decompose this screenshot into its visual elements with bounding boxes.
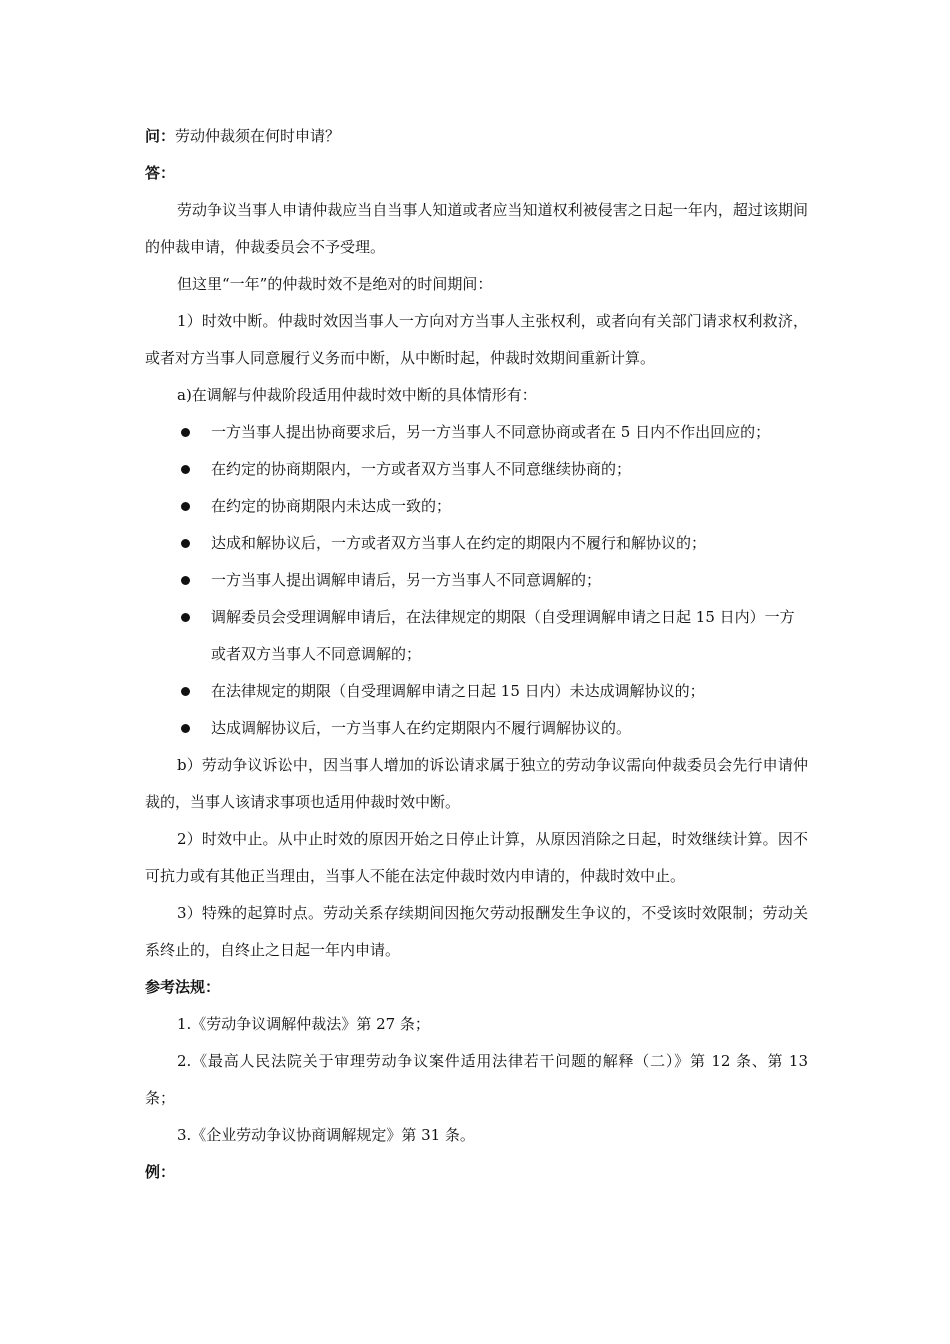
references-heading: 参考法规： [145, 978, 221, 996]
list-item [145, 414, 808, 451]
question-label: 问： [145, 127, 176, 145]
paragraph-limitation [145, 192, 808, 266]
list-item [145, 525, 808, 562]
answer-label: 答： [145, 164, 176, 182]
bullet-dot-icon [181, 724, 190, 733]
list-item [145, 451, 808, 488]
paragraph-litigation-text: b）劳动争议诉讼中，因当事人增加的诉讼请求属于独立的劳动争议需向仲裁委员会先行申请仲裁的，当事人该请求事项也适用仲裁时效中断。 [145, 756, 808, 811]
paragraph-litigation [145, 747, 808, 821]
paragraph-special-start-text: 3）特殊的起算时点。劳动关系存续期间因拖欠劳动报酬发生争议的，不受该时效限制；劳动关系终止的，自终止之日起一年内申请。 [145, 904, 808, 959]
example-heading: 例： [145, 1163, 176, 1181]
list-item-text: 一方当事人提出协商要求后，另一方当事人不同意协商或者在 5 日内不作出回应的； [211, 423, 771, 441]
list-item-text: 在约定的协商期限内未达成一致的； [211, 497, 452, 515]
paragraph-interruption-text: 1）时效中断。仲裁时效因当事人一方向对方当事人主张权利，或者向有关部门请求权利救济，或者对方当事人同意履行义务而中断，从中断时起，仲裁时效期间重新计算。 [145, 312, 808, 367]
paragraph-interruption [145, 303, 808, 377]
list-item [145, 710, 808, 747]
list-item [145, 488, 808, 525]
references-list [145, 1006, 808, 1154]
bullet-dot-icon [181, 465, 190, 474]
paragraph-interruption-cases [145, 377, 808, 414]
list-item [145, 562, 808, 599]
paragraph-suspension-text: 2）时效中止。从中止时效的原因开始之日停止计算，从原因消除之日起，时效继续计算。因不可抗力或有其他正当理由，当事人不能在法定仲裁时效内申请的，仲裁时效中止。 [145, 830, 808, 885]
document-body [145, 118, 808, 1191]
reference-item: 3.《企业劳动争议协商调解规定》第 31 条。 [177, 1126, 475, 1144]
paragraph-not-absolute-text: 但这里“一年”的仲裁时效不是绝对的时间期间： [177, 275, 493, 293]
list-item [145, 673, 808, 710]
bullet-dot-icon [181, 539, 190, 548]
list-item-text: 达成和解协议后，一方或者双方当事人在约定的期限内不履行和解协议的； [211, 534, 707, 552]
paragraph-not-absolute [145, 266, 808, 303]
interruption-case-list [145, 414, 808, 747]
bullet-dot-icon [181, 613, 190, 622]
reference-item: 1.《劳动争议调解仲裁法》第 27 条； [177, 1015, 430, 1033]
list-item-text: 达成调解协议后，一方当事人在约定期限内不履行调解协议的。 [211, 719, 632, 737]
list-item-text: 一方当事人提出调解申请后，另一方当事人不同意调解的； [211, 571, 602, 589]
bullet-dot-icon [181, 576, 190, 585]
question-text: 劳动仲裁须在何时申请？ [175, 127, 341, 145]
bullet-dot-icon [181, 428, 190, 437]
paragraph-limitation-text: 劳动争议当事人申请仲裁应当自当事人知道或者应当知道权利被侵害之日起一年内，超过该期间的仲裁申请，仲裁委员会不予受理。 [145, 201, 808, 256]
list-item-text: 在法律规定的期限（自受理调解申请之日起 15 日内）未达成调解协议的； [211, 682, 705, 700]
list-item-text: 调解委员会受理调解申请后，在法律规定的期限（自受理调解申请之日起 15 日内）一方或者双方当事人不同意调解的； [211, 608, 795, 663]
paragraph-interruption-cases-text: a)在调解与仲裁阶段适用仲裁时效中断的具体情形有： [177, 386, 537, 404]
list-item-text: 在约定的协商期限内，一方或者双方当事人不同意继续协商的； [211, 460, 632, 478]
bullet-dot-icon [181, 502, 190, 511]
paragraph-suspension [145, 821, 808, 895]
bullet-dot-icon [181, 687, 190, 696]
reference-item: 2.《最高人民法院关于审理劳动争议案件适用法律若干问题的解释（二）》第 12 条、第 13 条； [145, 1052, 808, 1107]
list-item [145, 599, 808, 673]
question-line [145, 118, 808, 155]
paragraph-special-start [145, 895, 808, 969]
